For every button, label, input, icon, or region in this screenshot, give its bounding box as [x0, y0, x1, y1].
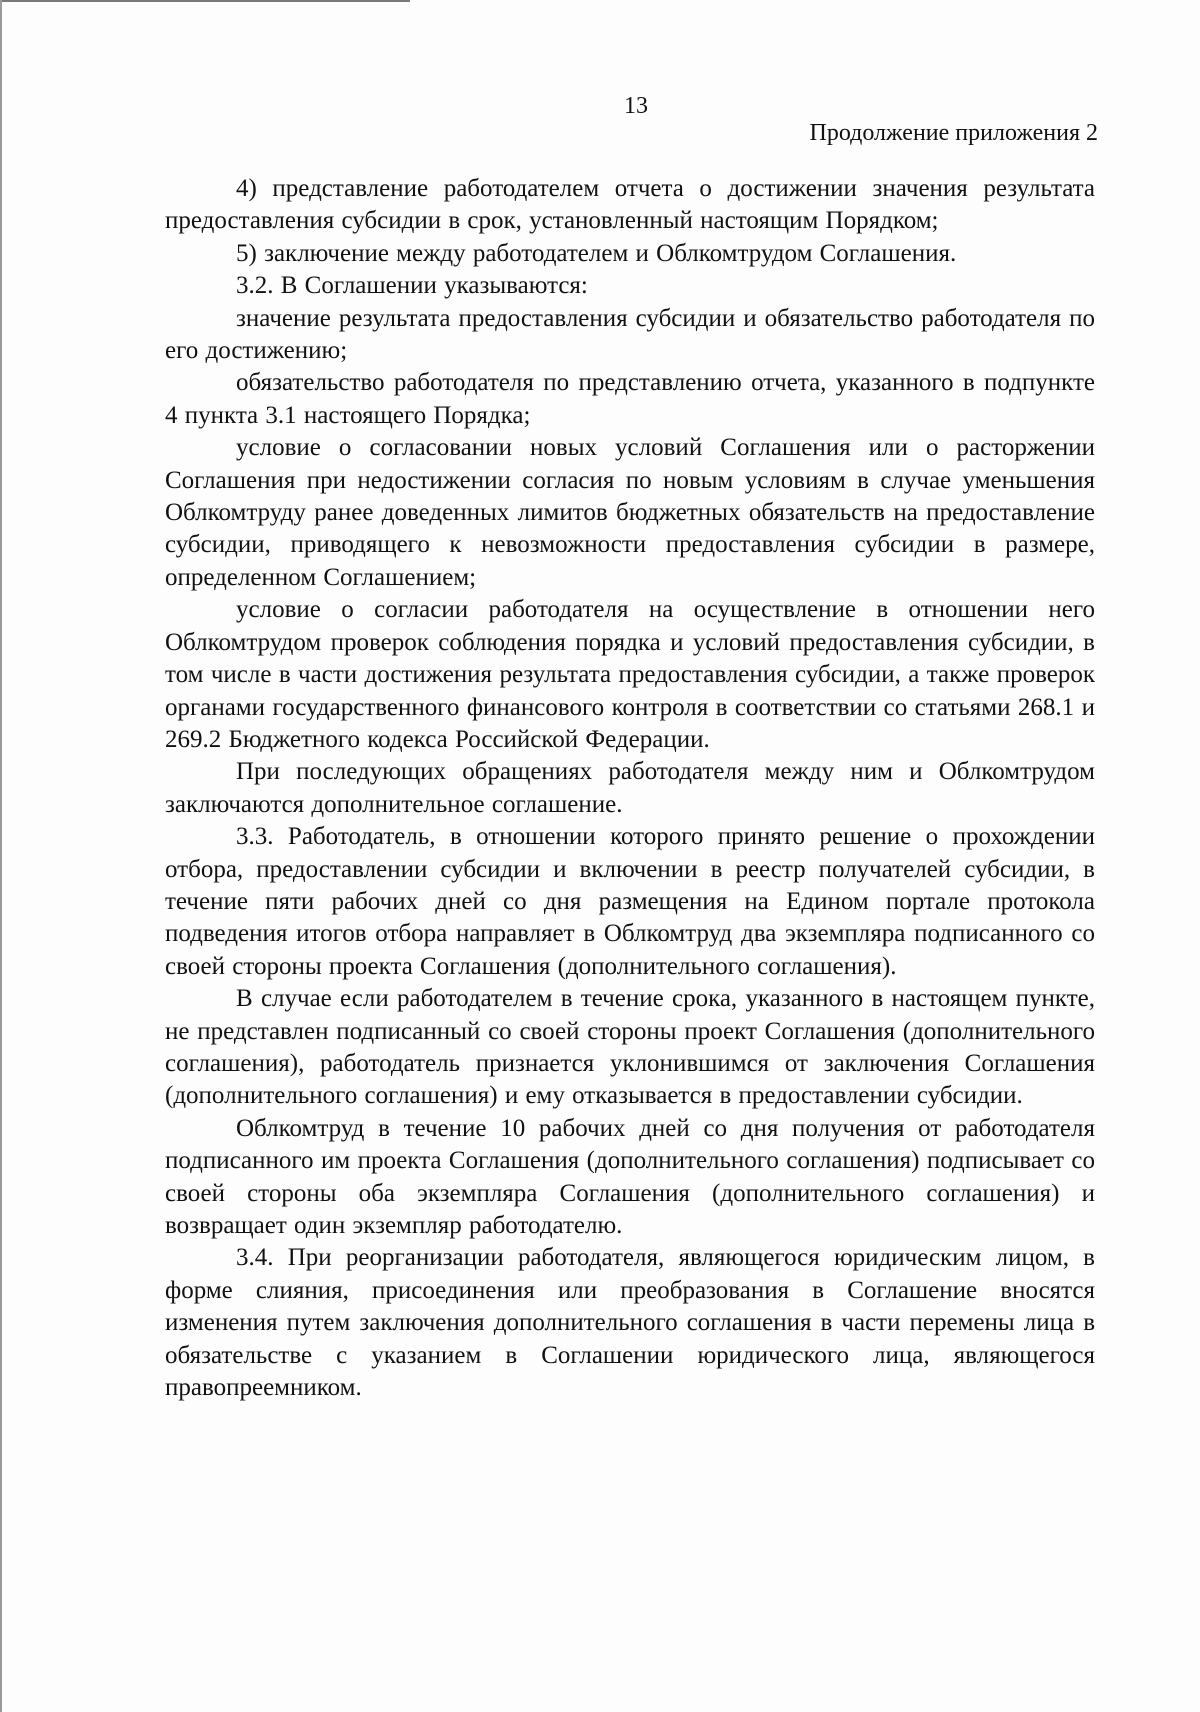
paragraph-subsequent-appeals: При последующих обращениях работодателя между ним и Облкомтрудом заключаются дополнительное соглашение.	[165, 758, 1095, 818]
paragraph-new-conditions: условие о согласовании новых условий Соглашения или о расторжении Соглашения при недостижении согласия по новым условиям в случае уменьшения Облкомтруду ранее доведенных лимитов бюджетных обязательств на предоставление субсидии, приводящего к невозможности предоставления субсидии в размере, определенном Соглашением;	[165, 434, 1095, 591]
paragraph-signing-return: Облкомтруд в течение 10 рабочих дней со дня получения от работодателя подписанного им проекта Соглашения (дополнительного соглашения) подписывает со своей стороны оба экземпляра Соглашения (дополнительного соглашения) и возвращает один экземпляр работодателю.	[165, 1114, 1095, 1239]
scan-edge-top	[0, 0, 410, 2]
paragraph-item-5-agreement: 5) заключение между работодателем и Облкомтрудом Соглашения.	[236, 239, 957, 267]
paragraph-result-value: значение результата предоставления субсидии и обязательство работодателя по его достижению;	[165, 304, 1095, 365]
paragraph-3-3: 3.3. Работодатель, в отношении которого принято решение о прохождении отбора, предоставлении субсидии и включении в реестр получателей субсидии, в течение пяти рабочих дней со дня размещения на Едином портале протокола подведения итогов отбора направляет в Облкомтруд два экземпляра подписанного со своей стороны проекта Соглашения (дополнительного соглашения).	[165, 823, 1095, 980]
paragraph-item-4-report: 4) представление работодателем отчета о достижении значения результата предоставления субсидии в срок, установленный настоящим Порядком;	[165, 175, 1095, 235]
appendix-continuation-note: Продолжение приложения 2	[809, 120, 1098, 146]
scan-edge-left	[0, 0, 2, 1712]
document-body	[165, 173, 1095, 1404]
paragraph-3-4: 3.4. При реорганизации работодателя, являющегося юридическим лицом, в форме слияния, присоединения или преобразования в Соглашение вносятся изменения путем заключения дополнительного соглашения в части перемены лица в обязательстве с указанием в Соглашении юридического лица, являющегося правопреемником.	[165, 1244, 1095, 1402]
page-number: 13	[624, 93, 648, 119]
paragraph-3-2-heading: 3.2. В Соглашении указываются:	[236, 272, 588, 300]
paragraph-report-obligation: обязательство работодателя по представлению отчета, указанного в подпункте 4 пункта 3.1 настоящего Порядка;	[165, 369, 1095, 429]
paragraph-evasion: В случае если работодателем в течение срока, указанного в настоящем пункте, не представлен подписанный со своей стороны проект Соглашения (дополнительного соглашения), работодатель признается уклонившимся от заключения Соглашения (дополнительного соглашения) и ему отказывается в предоставлении субсидии.	[165, 985, 1095, 1110]
paragraph-inspection-consent: условие о согласии работодателя на осуществление в отношении него Облкомтрудом проверок соблюдения порядка и условий предоставления субсидии, в том числе в части достижения результата предоставления субсидии, а также проверок органами государственного финансового контроля в соответствии со статьями 268.1 и 269.2 Бюджетного кодекса Российской Федерации.	[165, 596, 1095, 753]
